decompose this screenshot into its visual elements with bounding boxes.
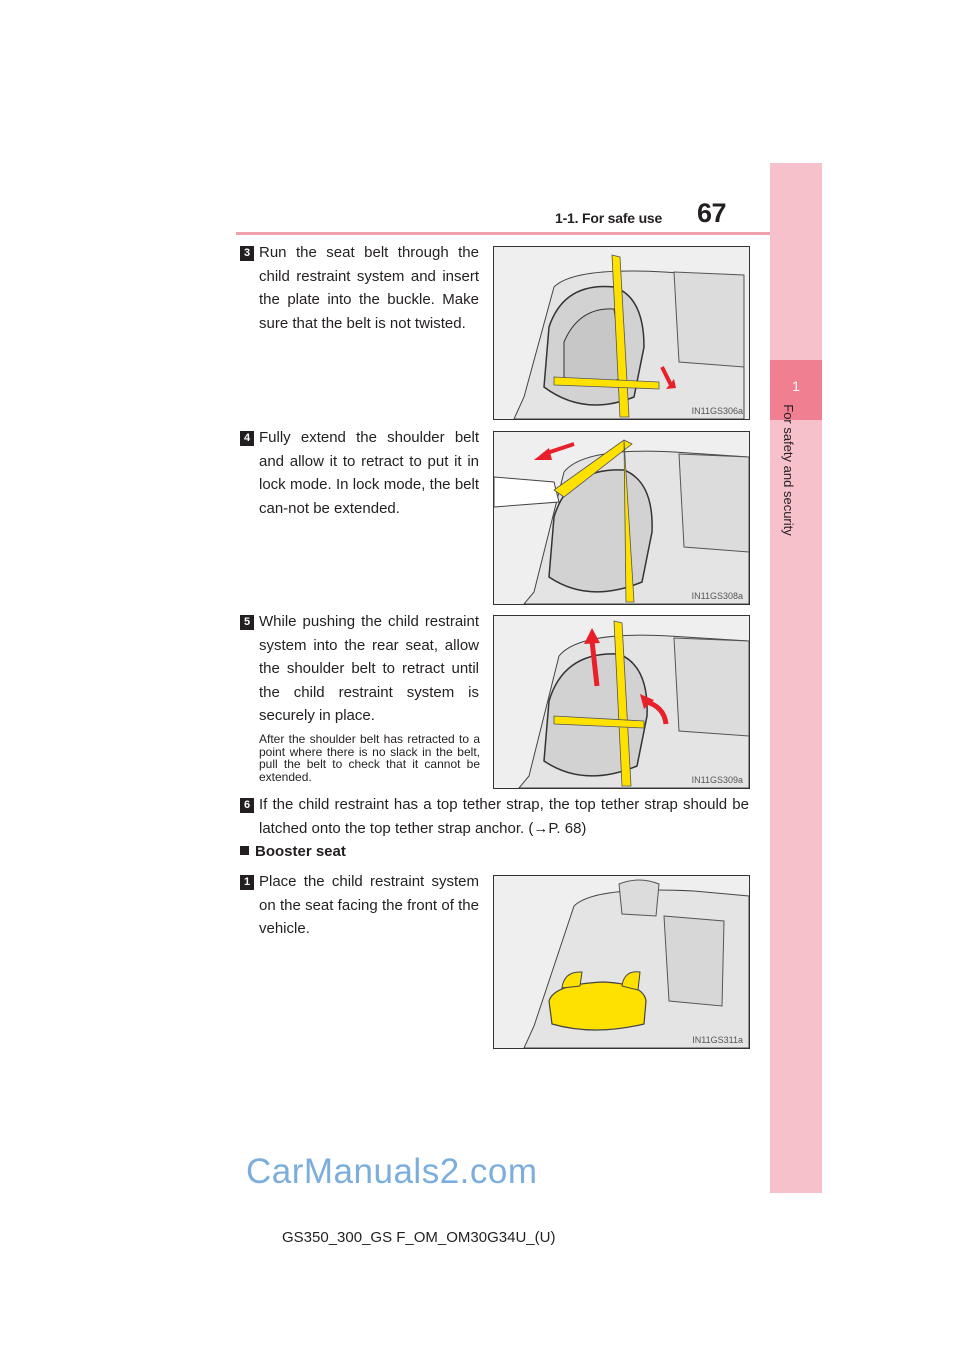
figure-step-3 — [493, 246, 750, 420]
watermark: CarManuals2.com — [246, 1152, 538, 1191]
header-rule — [236, 232, 822, 235]
step-number-3: 3 — [240, 246, 254, 261]
step-3-text: Run the seat belt through the child restraint system and insert the plate into the buckle. Make sure that the belt is not twisted. — [259, 244, 479, 332]
figure-code: IN11GS308a — [691, 591, 743, 601]
step-number-1: 1 — [240, 875, 254, 890]
seat-illustration-retract-belt — [494, 616, 749, 788]
footer-code: GS350_300_GS F_OM_OM30G34U_(U) — [282, 1229, 556, 1246]
step-number-4: 4 — [240, 431, 254, 446]
chapter-side-strip — [770, 163, 822, 1193]
booster-seat-illustration — [494, 876, 749, 1048]
square-bullet-icon — [240, 846, 249, 855]
figure-step-4 — [493, 431, 750, 605]
chapter-number: 1 — [792, 378, 800, 394]
figure-code: IN11GS306a — [691, 406, 743, 416]
seat-illustration-extend-belt — [494, 432, 749, 604]
step-5-note: After the shoulder belt has retracted to a point where there is no slack in the belt, pull the belt to check that it cannot be extended. — [259, 732, 480, 784]
step-number-5: 5 — [240, 615, 254, 630]
step-5-text: While pushing the child restraint system into the rear seat, allow the shoulder belt to retract until the child restraint system is securely in place. — [259, 613, 479, 724]
section-title: 1-1. For safe use — [555, 210, 663, 226]
page-number: 67 — [697, 198, 727, 228]
booster-heading-text: Booster seat — [255, 843, 346, 860]
step-6-text: If the child restraint has a top tether strap, the top tether strap should be latched onto the top tether strap anchor. (→P. 68) — [259, 796, 749, 837]
booster-step-1-text: Place the child restraint system on the seat facing the front of the vehicle. — [259, 873, 479, 937]
seat-illustration-belt-buckle — [494, 247, 749, 419]
chapter-title: For safety and security — [781, 404, 796, 536]
figure-booster-seat — [493, 875, 750, 1049]
step-4-text: Fully extend the shoulder belt and allow it to retract to put it in lock mode. In lock mode, the belt can-not be extended. — [259, 429, 479, 517]
booster-seat-heading — [240, 843, 346, 860]
figure-code: IN11GS311a — [692, 1035, 743, 1045]
figure-step-5 — [493, 615, 750, 789]
figure-code: IN11GS309a — [691, 775, 743, 785]
step-number-6: 6 — [240, 798, 254, 813]
